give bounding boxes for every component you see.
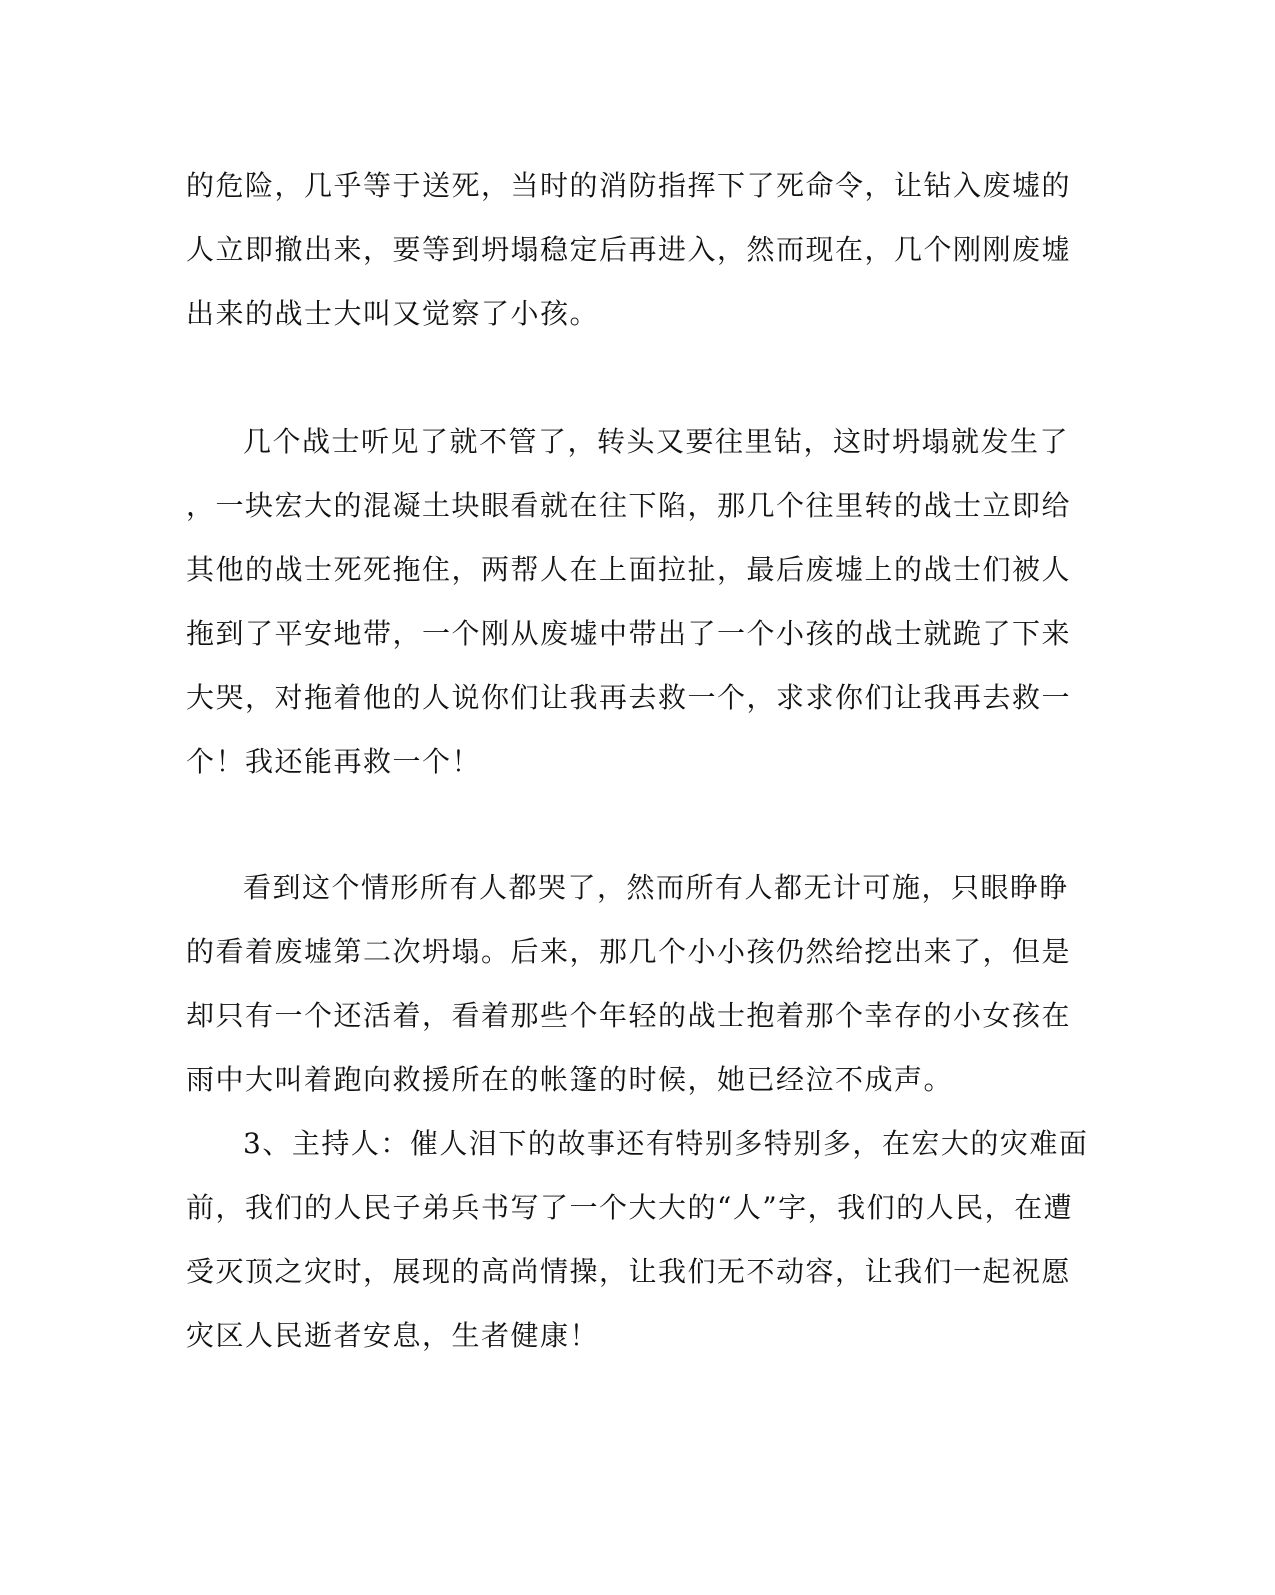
text-line-12: 却只有一个还活着，看着那些个年轻的战士抱着那个幸存的小女孩在 xyxy=(186,999,1072,1032)
text-line-1: 的危险，几乎等于送死，当时的消防指挥下了死命令，让钻入废墟的 xyxy=(186,169,1072,202)
text-line-9: 个！我还能再救一个！ xyxy=(186,745,482,778)
text-line-14: 3、主持人：催人泪下的故事还有特别多特别多，在宏大的灾难面 xyxy=(243,1127,1089,1160)
text-line-4: 几个战士听见了就不管了，转头又要往里钻，这时坍塌就发生了 xyxy=(243,425,1070,458)
text-line-7: 拖到了平安地带，一个刚从废墟中带出了一个小孩的战士就跪了下来 xyxy=(186,617,1072,650)
text-line-5: ，一块宏大的混凝土块眼看就在往下陷，那几个往里转的战士立即给 xyxy=(186,489,1072,522)
text-line-15: 前，我们的人民子弟兵书写了一个大大的“人”字，我们的人民，在遭 xyxy=(186,1191,1074,1224)
text-line-6: 其他的战士死死拖住，两帮人在上面拉扯，最后废墟上的战士们被人 xyxy=(186,553,1072,586)
text-line-8: 大哭，对拖着他的人说你们让我再去救一个，求求你们让我再去救一 xyxy=(186,681,1072,714)
text-line-3: 出来的战士大叫又觉察了小孩。 xyxy=(186,297,600,330)
text-line-16: 受灭顶之灾时，展现的高尚情操，让我们无不动容，让我们一起祝愿 xyxy=(186,1255,1072,1288)
text-line-10: 看到这个情形所有人都哭了，然而所有人都无计可施，只眼睁睁 xyxy=(243,871,1070,904)
text-line-11: 的看着废墟第二次坍塌。后来，那几个小小孩仍然给挖出来了，但是 xyxy=(186,935,1072,968)
text-line-2: 人立即撤出来，要等到坍塌稳定后再进入，然而现在，几个刚刚废墟 xyxy=(186,233,1072,266)
text-line-17: 灾区人民逝者安息，生者健康！ xyxy=(186,1319,600,1352)
text-line-13: 雨中大叫着跑向救援所在的帐篷的时候，她已经泣不成声。 xyxy=(186,1063,954,1096)
